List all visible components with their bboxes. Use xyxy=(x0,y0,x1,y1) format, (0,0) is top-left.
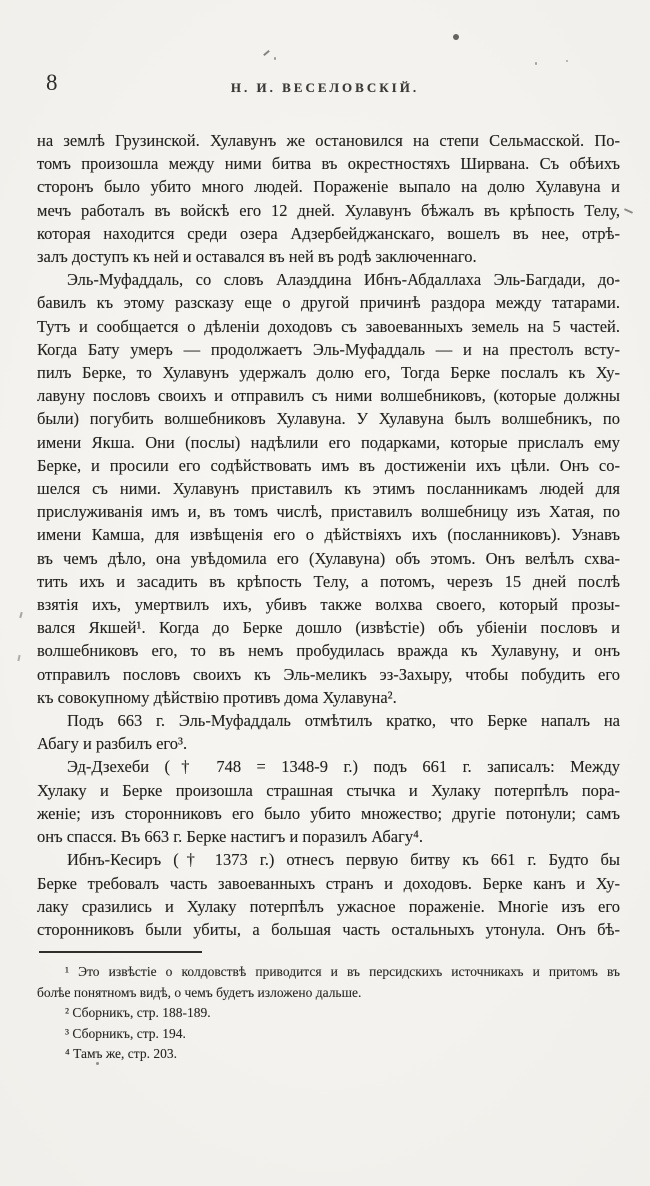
scan-mark xyxy=(17,655,20,661)
text-line: тить ихъ и засадить въ крѣпость Телу, а потомъ, черезъ 15 дней послѣ xyxy=(37,571,620,591)
text-line: бавилъ къ этому разсказу еще о другой причинѣ раздора между татарами. xyxy=(37,293,620,313)
text-line: Подъ 663 г. Эль-Муфаддаль отмѣтилъ кратко, что Берке напалъ на xyxy=(67,711,620,731)
scan-speck xyxy=(617,279,619,282)
footnote-separator xyxy=(39,951,202,953)
text-line: сторонъ было убито много людей. Пораженіе выпало на долю Хулавуна и xyxy=(37,177,620,197)
scan-speck xyxy=(535,62,537,65)
text-line: Эль-Муфаддаль, со словъ Алаэддина Ибнъ-Абдаллаха Эль-Багдади, до- xyxy=(67,270,620,290)
text-line: Берке, и просили его содѣйствовать имъ въ достиженіи ихъ цѣли. Онъ со- xyxy=(37,455,620,475)
scan-speck xyxy=(453,34,459,40)
text-line: Хулаку и Берке произошла страшная стычка и Хулаку потерпѣлъ пора- xyxy=(37,780,620,800)
text-line: залъ доступъ къ ней и оставался въ ней въ родѣ заключеннаго. xyxy=(37,247,477,267)
scan-mark xyxy=(19,612,22,618)
body-text xyxy=(37,129,620,941)
text-line: Эд-Дзехеби († 748 = 1348-9 г.) подъ 661 г. записалъ: Между xyxy=(67,757,620,777)
text-line: Когда Бату умеръ — продолжаетъ Эль-Муфаддаль — и на престолъ всту- xyxy=(37,339,620,359)
page-number: 8 xyxy=(46,70,58,95)
text-line: Берке требовалъ часть завоеванныхъ странъ и доходовъ. Берке канъ и Ху- xyxy=(37,873,620,893)
text-line: имени Камша, для извѣщенія его о дѣйствіяхъ ихъ (посланниковъ). Узнавъ xyxy=(37,525,620,545)
footnote-line: ² Сборникъ, стр. 188-189. xyxy=(65,1005,211,1021)
text-line: шелся съ ними. Хулавунъ приставилъ къ этимъ посланникамъ людей для xyxy=(37,479,620,499)
text-line: прислуживанія имъ и, въ томъ числѣ, приставилъ волшебницу изъ Хатая, по xyxy=(37,502,620,522)
text-line: были) погубить волшебниковъ Хулавуна. У Хулавуна былъ волшебникъ, по xyxy=(37,409,620,429)
footnotes xyxy=(37,962,620,1065)
text-line: Тутъ и сообщается о дѣленіи доходовъ съ завоеванныхъ земель на 5 частей. xyxy=(37,316,620,336)
scan-speck xyxy=(566,60,568,62)
text-line: въ чемъ дѣло, она увѣдомила его (Хулавуна) объ этомъ. Онъ велѣлъ схва- xyxy=(37,548,620,568)
text-line: мечъ работалъ въ войскѣ его 12 дней. Хулавунъ бѣжалъ въ крѣпость Телу, xyxy=(37,200,620,220)
text-line: Абагу и разбилъ его³. xyxy=(37,734,188,754)
text-line: лавуну пословъ своихъ и отправилъ съ ними волшебниковъ, (которые должны xyxy=(37,386,620,406)
scan-speck xyxy=(96,1062,99,1065)
text-line: которая находится среди озера Адзербейджанскаго, вошелъ въ нее, отрѣ- xyxy=(37,223,620,243)
footnote-line: болѣе понятномъ видѣ, о чемъ будетъ изложено дальше. xyxy=(37,984,362,1000)
footnote-line: ¹ Это извѣстіе о колдовствѣ приводится и въ персидскихъ источникахъ и притомъ въ xyxy=(65,964,620,979)
text-line: къ совокупному дѣйствію противъ дома Хулавуна². xyxy=(37,687,397,707)
scan-mark xyxy=(624,208,633,214)
scan-mark xyxy=(263,50,270,56)
text-line: лаку сразились и Хулаку потерпѣлъ ужасное пораженіе. Многіе изъ его xyxy=(37,896,620,916)
text-line: томъ произошла между ними битва въ окрестностяхъ Ширвана. Съ обѣихъ xyxy=(37,154,620,174)
text-line: волшебниковъ его, то въ немъ пробудилась вражда къ Хулавуну, и онъ xyxy=(37,641,620,661)
text-line: взятія ихъ, умертвилъ ихъ, убивъ также волхва своего, который прозы- xyxy=(37,595,620,615)
text-line: Ибнъ-Кесиръ († 1373 г.) отнесъ первую битву къ 661 г. Будто бы xyxy=(67,850,620,870)
footnote-line: ³ Сборникъ, стр. 194. xyxy=(65,1025,186,1041)
footnote-line: ⁴ Тамъ же, стр. 203. xyxy=(65,1046,177,1062)
text-line: имени Якша. Они (послы) надѣлили его подарками, которые прислалъ ему xyxy=(37,432,620,452)
text-line: отправилъ пословъ своихъ къ Эль-меликъ эз-Захыру, чтобы побудить его xyxy=(37,664,620,684)
text-line: онъ спасся. Въ 663 г. Берке настигъ и поразилъ Абагу⁴. xyxy=(37,827,423,847)
text-line: женіе; изъ сторонниковъ его было убито множество; другіе потонули; самъ xyxy=(37,803,620,823)
running-head: Н. И. ВЕСЕЛОВСКІЙ. xyxy=(230,80,420,95)
text-line: пилъ Берке, то Хулавунъ удержалъ долю его, Тогда Берке послалъ къ Ху- xyxy=(37,363,620,383)
text-line: на землѣ Грузинской. Хулавунъ же остановился на степи Сельмасской. По- xyxy=(37,131,620,150)
text-line: вался Якшей¹. Когда до Берке дошло (извѣстіе) объ убіеніи пословъ и xyxy=(37,618,620,638)
text-line: сторонниковъ были убиты, а большая часть остальныхъ утонула. Онъ бѣ- xyxy=(37,919,620,939)
scan-speck xyxy=(274,57,276,60)
